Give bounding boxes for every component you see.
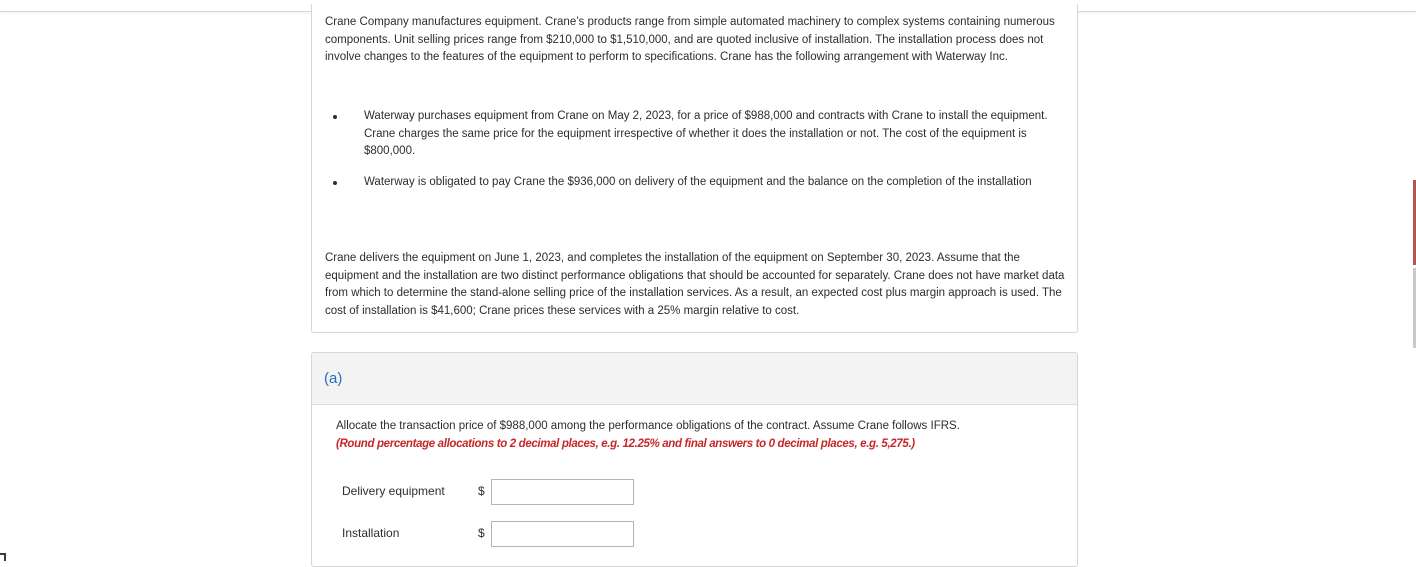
- part-label: (a): [324, 370, 343, 387]
- bullet-icon: [333, 115, 337, 119]
- part-header: [312, 353, 1077, 405]
- question-part-a: [311, 352, 1078, 567]
- currency-symbol: $: [478, 526, 485, 540]
- answer-row-installation: [342, 521, 642, 547]
- problem-intro: Crane Company manufactures equipment. Crane’s products range from simple automated machinery to complex systems containing numerous components. Unit selling prices range from $210,000 to $1,510,000, and are quoted inclusive of installation. The installation process does not involve changes to the features of the equipment to perform to specifications. Crane has the following arrangement with Waterway Inc.: [325, 16, 1055, 64]
- rounding-note: (Round percentage allocations to 2 decimal places, e.g. 12.25% and final answers to 0 decimal places, e.g. 5,275.): [336, 437, 915, 450]
- bullet-icon: [333, 181, 337, 185]
- installation-input[interactable]: [491, 521, 634, 547]
- corner-bracket-icon: [0, 553, 6, 561]
- answer-row-delivery-equipment: [342, 479, 642, 505]
- list-item-text: Waterway is obligated to pay Crane the $936,000 on delivery of the equipment and the balance on the completion of the installation: [364, 176, 1032, 188]
- currency-symbol: $: [478, 484, 485, 498]
- delivery-equipment-input[interactable]: [491, 479, 634, 505]
- list-item-text: Waterway purchases equipment from Crane on May 2, 2023, for a price of $988,000 and contracts with Crane to install the equipment. Crane charges the same price for the equipment irrespective of whether it does the installation or not. The cost of the equipment is $800,000.: [364, 110, 1048, 158]
- question-instruction: [336, 418, 1056, 453]
- problem-details: Crane delivers the equipment on June 1, 2023, and completes the installation of the equipment on September 30, 2023. Assume that the equipment and the installation are two distinct performance obligations that should be accounted for separately. Crane does not have market data from which to determine the stand-alone selling price of the installation services. As a result, an expected cost plus margin approach is used. The cost of installation is $41,600; Crane prices these services with a 25% margin relative to cost.: [325, 252, 1065, 318]
- answer-label: Installation: [342, 526, 400, 540]
- instruction-text: Allocate the transaction price of $988,000 among the performance obligations of the contract. Assume Crane follows IFRS.: [336, 420, 960, 432]
- answer-label: Delivery equipment: [342, 484, 445, 498]
- problem-statement-panel: [311, 4, 1078, 333]
